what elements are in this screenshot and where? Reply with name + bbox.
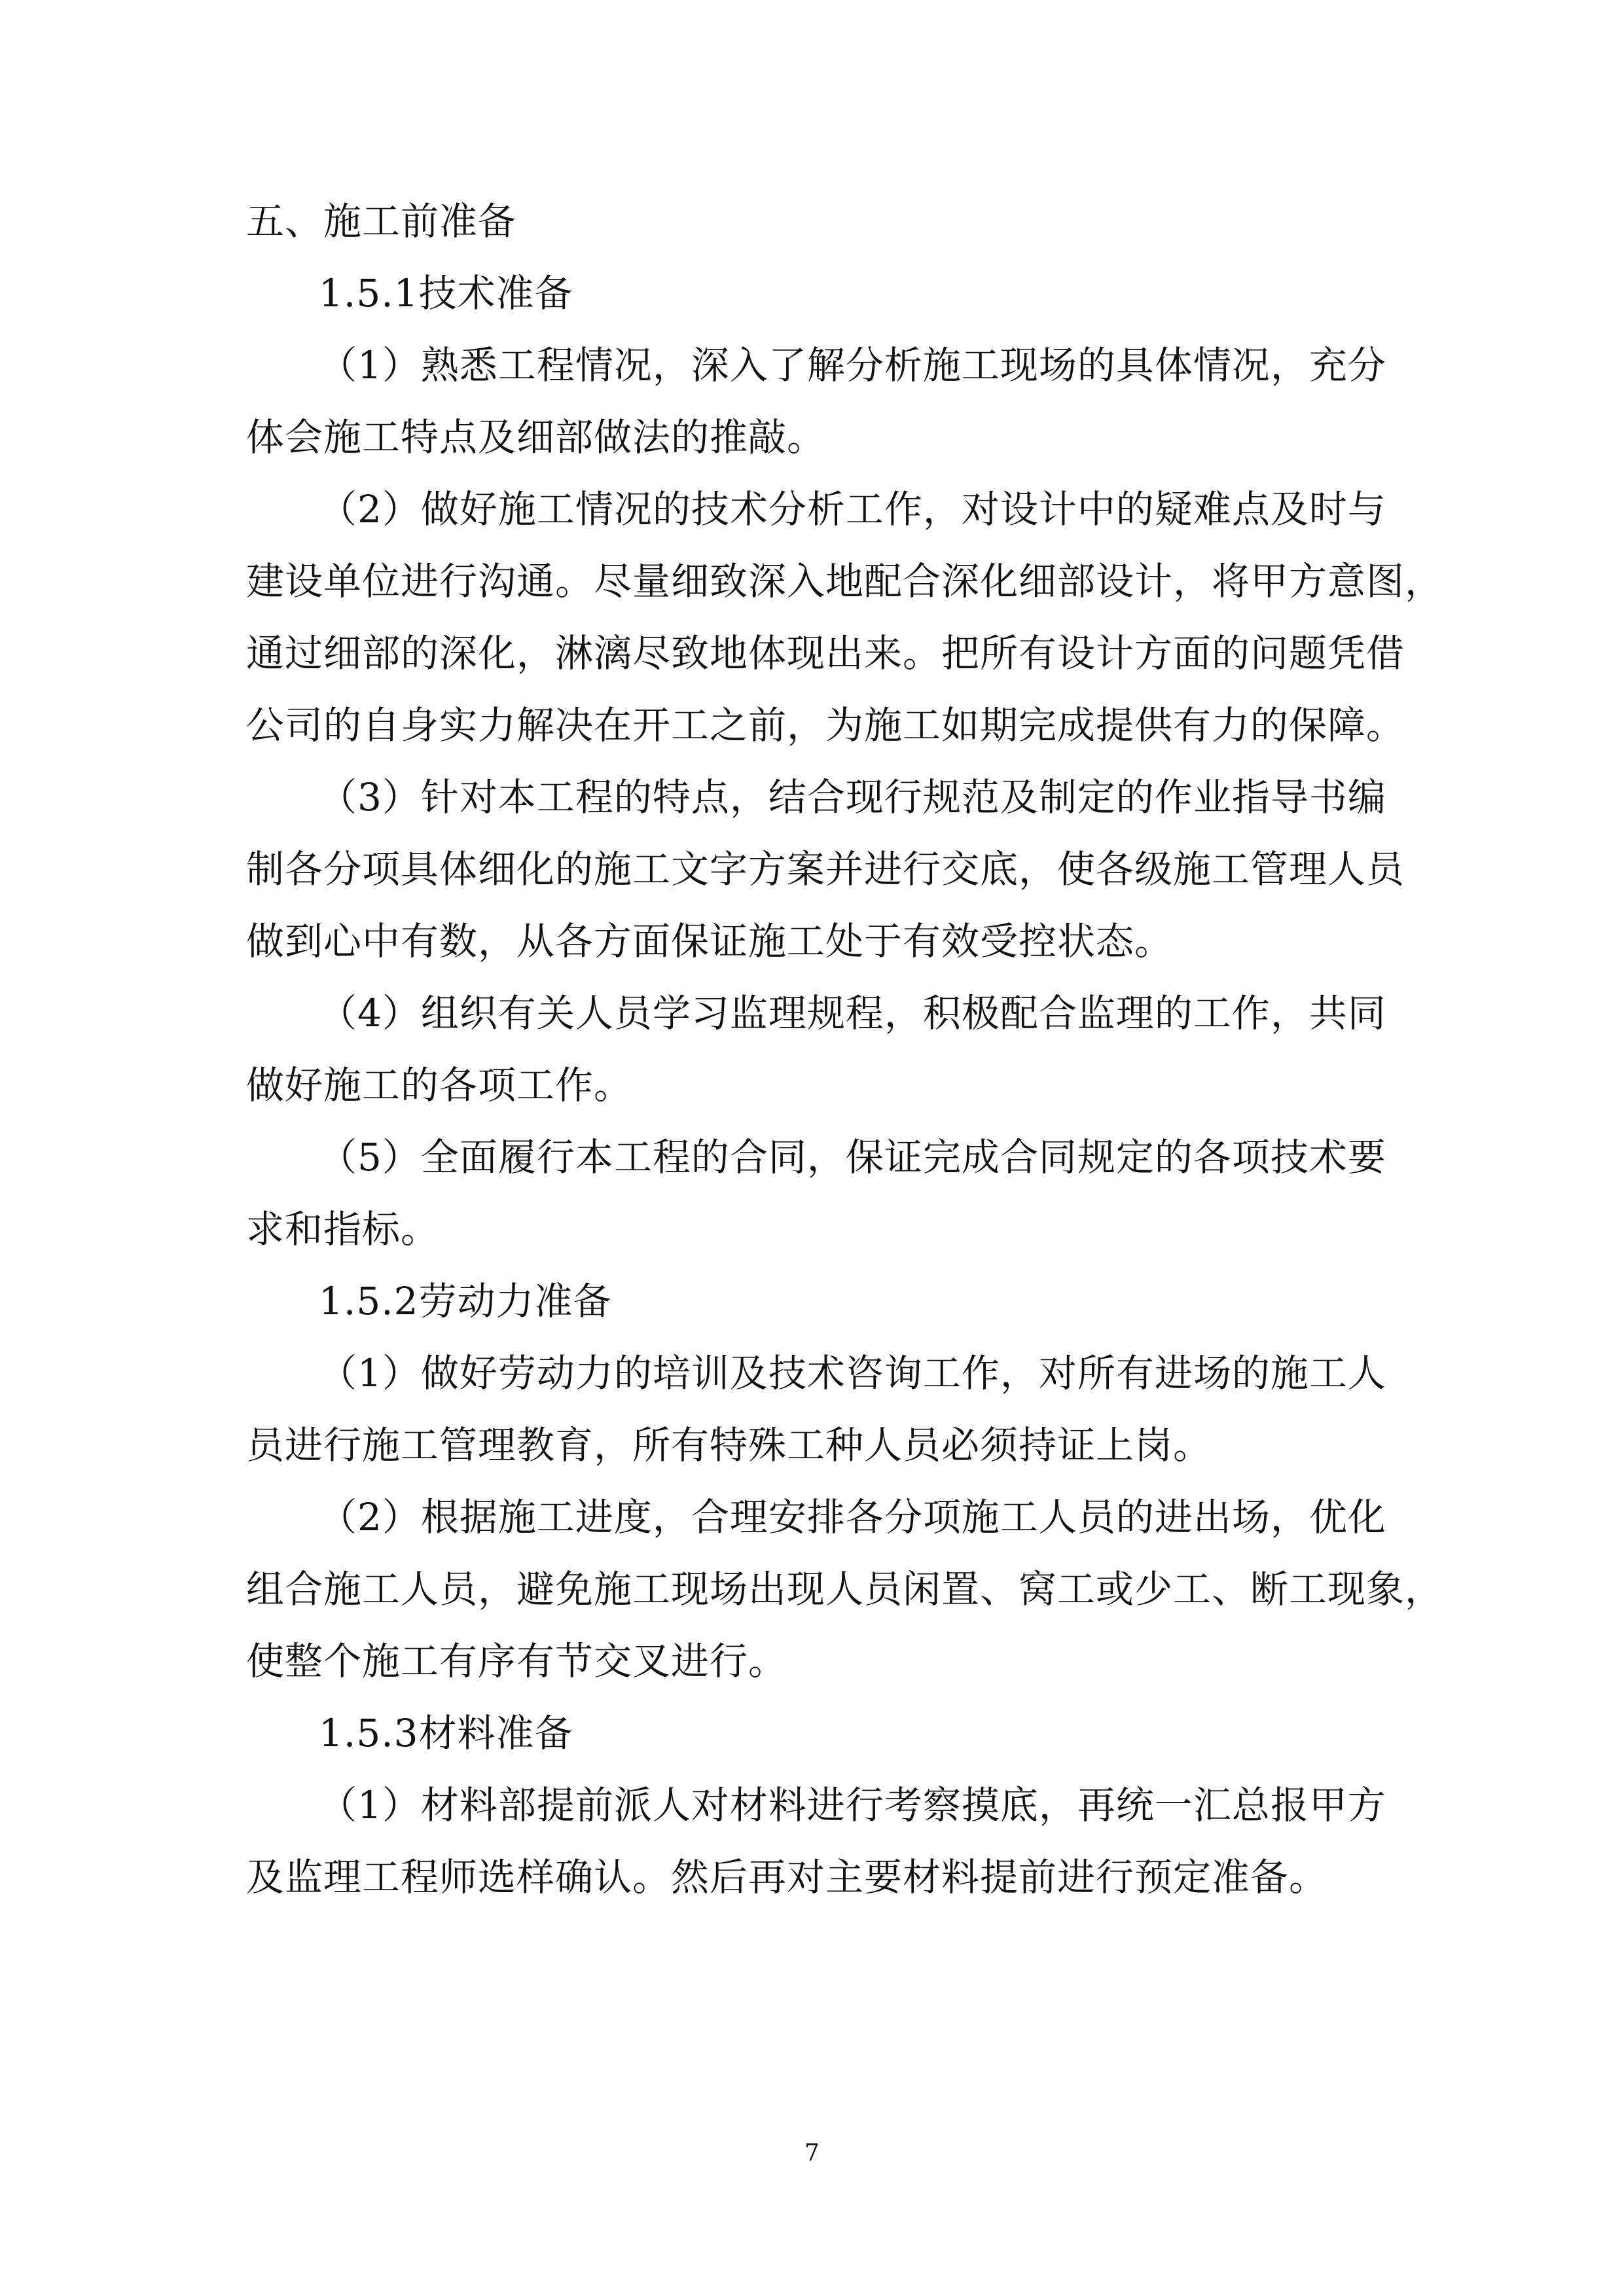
paragraph-line: 体会施工特点及细部做法的推敲。 — [246, 415, 826, 459]
page-number: 7 — [804, 2140, 820, 2166]
paragraph-line: 及监理工程师选样确认。然后再对主要材料提前进行预定准备。 — [246, 1855, 1328, 1899]
paragraph-line: （4）组织有关人员学习监理规程，积极配合监理的工作，共同 — [319, 991, 1386, 1035]
subsection-heading: 1.5.3材料准备 — [319, 1711, 573, 1755]
paragraph-line: 员进行施工管理教育，所有特殊工种人员必须持证上岗。 — [246, 1423, 1212, 1467]
paragraph-line: 使整个施工有序有节交叉进行。 — [246, 1639, 787, 1683]
paragraph-line: 制各分项具体细化的施工文字方案并进行交底，使各级施工管理人员 — [246, 847, 1405, 891]
paragraph-line: （2）根据施工进度，合理安排各分项施工人员的进出场，优化 — [319, 1495, 1386, 1539]
paragraph-line: （3）针对本工程的特点，结合现行规范及制定的作业指导书编 — [319, 775, 1386, 819]
paragraph-line: （1）熟悉工程情况，深入了解分析施工现场的具体情况，充分 — [319, 343, 1386, 387]
paragraph-line: 做到心中有数，从各方面保证施工处于有效受控状态。 — [246, 919, 1174, 963]
section-heading: 五、施工前准备 — [246, 199, 517, 243]
paragraph-line: 通过细部的深化，淋漓尽致地体现出来。把所有设计方面的问题凭借 — [246, 631, 1405, 675]
paragraph-line: （2）做好施工情况的技术分析工作，对设计中的疑难点及时与 — [319, 487, 1386, 531]
paragraph-line: 组合施工人员，避免施工现场出现人员闲置、窝工或少工、断工现象， — [246, 1567, 1444, 1611]
paragraph-line: （5）全面履行本工程的合同，保证完成合同规定的各项技术要 — [319, 1135, 1386, 1179]
paragraph-line: 公司的自身实力解决在开工之前，为施工如期完成提供有力的保障。 — [246, 703, 1405, 747]
paragraph-line: （1）材料部提前派人对材料进行考察摸底，再统一汇总报甲方 — [319, 1783, 1386, 1827]
subsection-heading: 1.5.1技术准备 — [319, 271, 573, 315]
subsection-heading: 1.5.2劳动力准备 — [319, 1279, 612, 1323]
paragraph-line: （1）做好劳动力的培训及技术咨询工作，对所有进场的施工人 — [319, 1351, 1386, 1395]
paragraph-line: 求和指标。 — [246, 1207, 440, 1251]
paragraph-line: 做好施工的各项工作。 — [246, 1063, 633, 1107]
paragraph-line: 建设单位进行沟通。尽量细致深入地配合深化细部设计，将甲方意图， — [246, 559, 1444, 603]
